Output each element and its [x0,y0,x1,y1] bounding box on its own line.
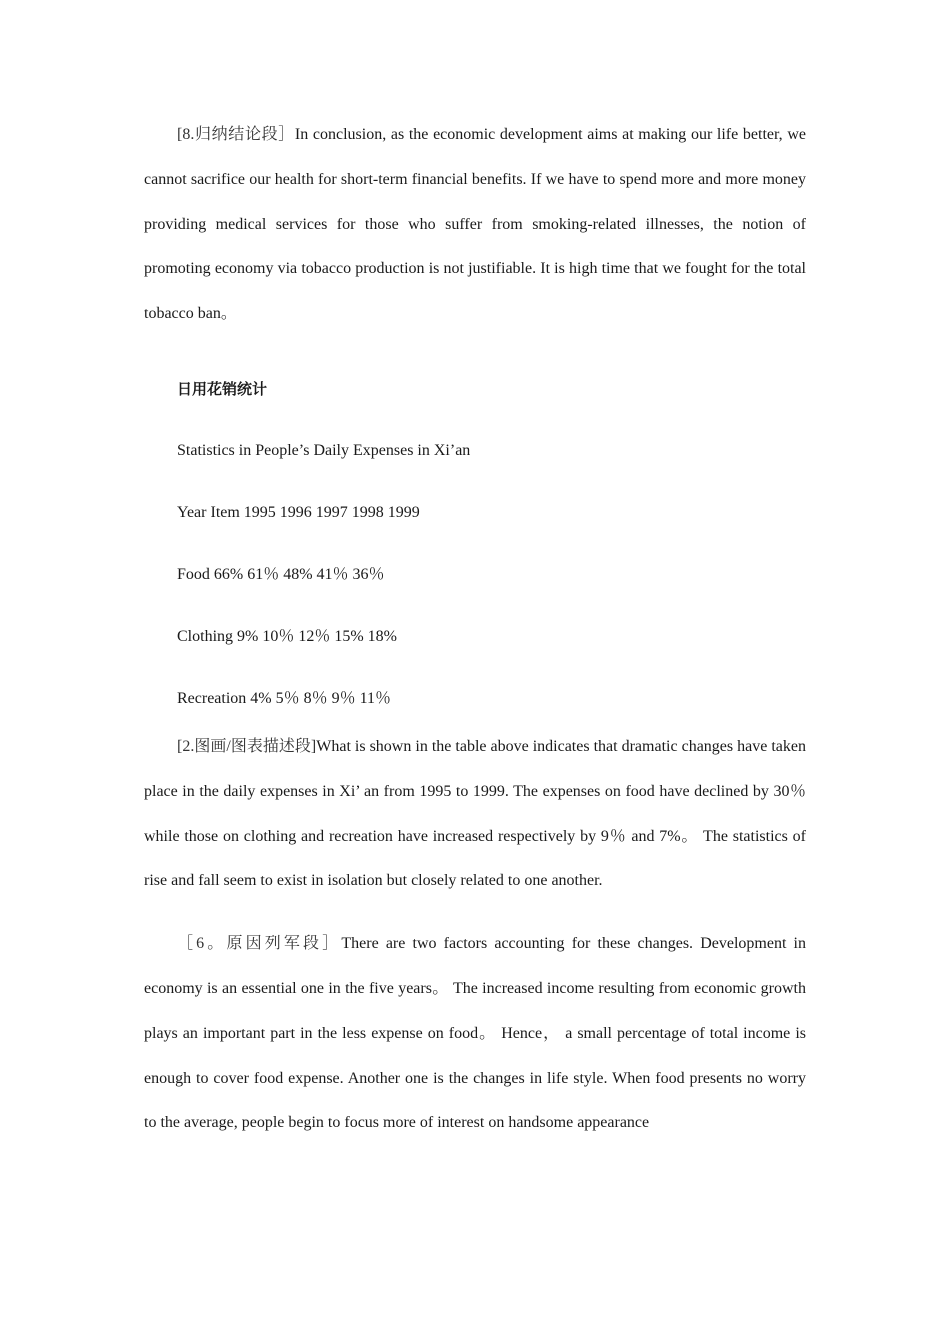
conclusion-text: In conclusion, as the economic development aims at making our life better, we cannot sacrifice our health for short-term financial benefits. If we have to spend more and more money providing medical services for those who suffer from smoking-related illnesses, the notion of promoting economy via tobacco production is not justifiable. It is high time that we fought for the total tobacco ban。 [144,126,806,323]
reasons-tag: ［6。原因列军段］ [177,935,342,953]
description-text: What is shown in the table above indicates that dramatic changes have taken place in the daily expenses in Xi’ an from 1995 to 1999. The expenses on food have declined by 30％ while those on clothing and recreation have increased respectively by 9％ and 7%。 The statistics of rise and fall seem to exist in isolation but closely related to one another. [144,737,806,890]
description-tag: [2.图画/图表描述段] [177,737,317,755]
conclusion-tag: [8.归纳结论段］ [177,126,295,143]
stats-heading: 日用花销统计 [177,379,268,398]
stats-row-recreation: Recreation 4% 5％ 8％ 9％ 11％ [177,689,392,707]
stats-row-food: Food 66% 61％ 48% 41％ 36％ [177,565,385,583]
document-page [144,113,806,1146]
stats-row-clothing: Clothing 9% 10％ 12％ 15% 18% [177,627,397,645]
stats-row-header: Year Item 1995 1996 1997 1998 1999 [177,503,420,521]
stats-title: Statistics in People’s Daily Expenses in Xi’an [177,441,471,459]
reasons-text: There are two factors accounting for these changes. Development in economy is an essential one in the five years。 The increased income resulting from economic growth plays an important part in the less expense on food。 Hence， a small percentage of total income is enough to cover food expense. Another one is the changes in life style. When food presents no worry to the average, people begin to focus more of interest on handsome appearance [144,935,807,1132]
conclusion-paragraph [144,113,806,337]
reasons-paragraph [144,922,806,1146]
description-paragraph [144,725,806,904]
